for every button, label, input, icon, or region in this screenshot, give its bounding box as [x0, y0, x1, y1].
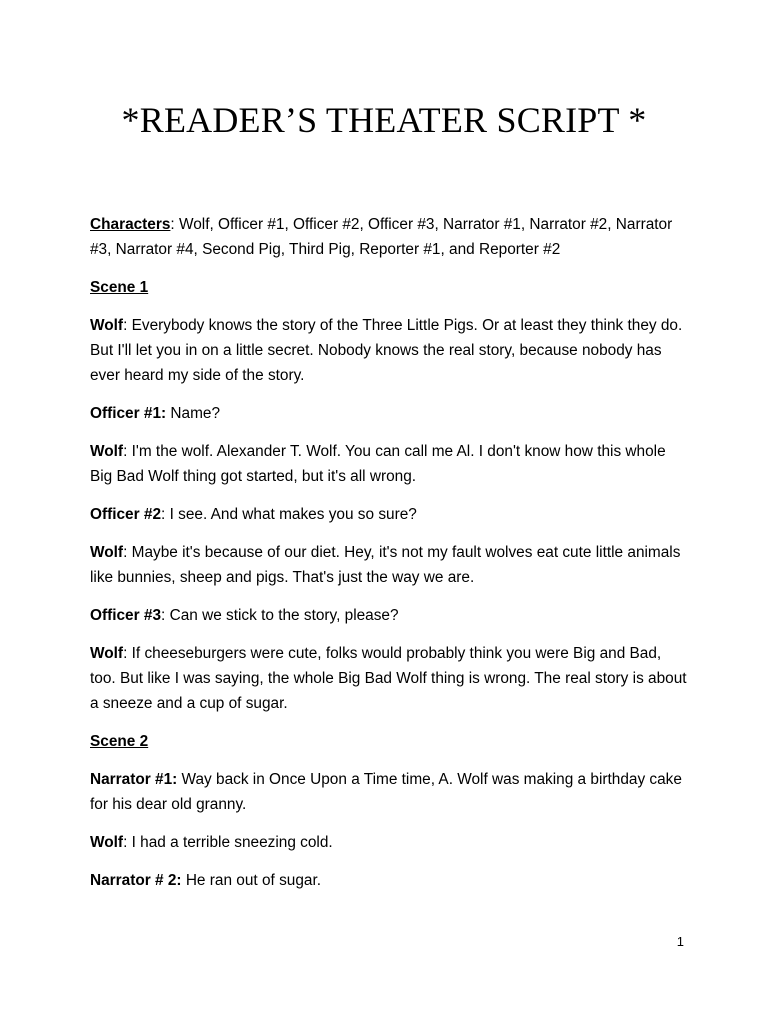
speaker-name: Officer #2 — [90, 506, 162, 523]
dialogue-text: I see. And what makes you so sure? — [169, 506, 417, 523]
dialogue-line — [90, 603, 690, 628]
dialogue-line — [90, 540, 690, 590]
speaker-name: Wolf — [90, 544, 124, 561]
page-title: *READER’S THEATER SCRIPT * — [121, 100, 647, 140]
scene-1-heading — [90, 275, 690, 300]
dialogue-line — [90, 401, 690, 426]
script-body — [90, 212, 690, 906]
dialogue-text: If cheeseburgers were cute, folks would probably think you were Big and Bad, too. But like I was saying, the whole Big Bad Wolf thing is wrong. The real story is about a sneeze and a cup of sugar. — [90, 645, 687, 712]
dialogue-text: I had a terrible sneezing cold. — [131, 834, 333, 851]
dialogue-text: Name? — [170, 405, 221, 422]
dialogue-line — [90, 641, 690, 716]
characters-paragraph — [90, 212, 690, 262]
dialogue-text: I'm the wolf. Alexander T. Wolf. You can call me Al. I don't know how this whole Big Bad Wolf thing got started, but it's all wrong. — [90, 443, 666, 485]
speaker-name: Officer #3 — [90, 607, 162, 624]
speaker-name: Narrator #1: — [90, 771, 178, 788]
label-separator: : — [170, 216, 179, 233]
scene-heading: Scene 2 — [90, 733, 149, 750]
dialogue-line — [90, 830, 690, 855]
dialogue-line — [90, 868, 690, 893]
dialogue-line — [90, 767, 690, 817]
page-number: 1 — [676, 934, 684, 949]
label-separator: : — [161, 506, 170, 523]
speaker-name: Wolf — [90, 443, 124, 460]
dialogue-text: He ran out of sugar. — [185, 872, 321, 889]
characters-list: Wolf, Officer #1, Officer #2, Officer #3, Narrator #1, Narrator #2, Narrator #3, Narrator #4, Second Pig, Third Pig, Reporter #1, and Reporter #2 — [90, 216, 673, 258]
dialogue-line — [90, 502, 690, 527]
label-separator: : — [123, 834, 132, 851]
dialogue-line — [90, 439, 690, 489]
speaker-name: Wolf — [90, 645, 124, 662]
scene-2-heading — [90, 729, 690, 754]
characters-label: Characters — [90, 216, 171, 233]
label-separator: : — [123, 443, 132, 460]
dialogue-text: Way back in Once Upon a Time time, A. Wolf was making a birthday cake for his dear old granny. — [90, 771, 682, 813]
label-separator: : — [123, 317, 132, 334]
scene-heading: Scene 1 — [90, 279, 149, 296]
dialogue-text: Can we stick to the story, please? — [169, 607, 399, 624]
speaker-name: Officer #1: — [90, 405, 167, 422]
dialogue-line — [90, 313, 690, 388]
label-separator: : — [123, 645, 132, 662]
label-separator: : — [123, 544, 132, 561]
label-separator: : — [161, 607, 170, 624]
dialogue-text: Everybody knows the story of the Three Little Pigs. Or at least they think they do. But I'll let you in on a little secret. Nobody knows the real story, because nobody has ever heard my side of the story. — [90, 317, 683, 384]
speaker-name: Wolf — [90, 317, 124, 334]
dialogue-text: Maybe it's because of our diet. Hey, it's not my fault wolves eat cute little animals like bunnies, sheep and pigs. That's just the way we are. — [90, 544, 681, 586]
speaker-name: Wolf — [90, 834, 124, 851]
speaker-name: Narrator # 2: — [90, 872, 182, 889]
